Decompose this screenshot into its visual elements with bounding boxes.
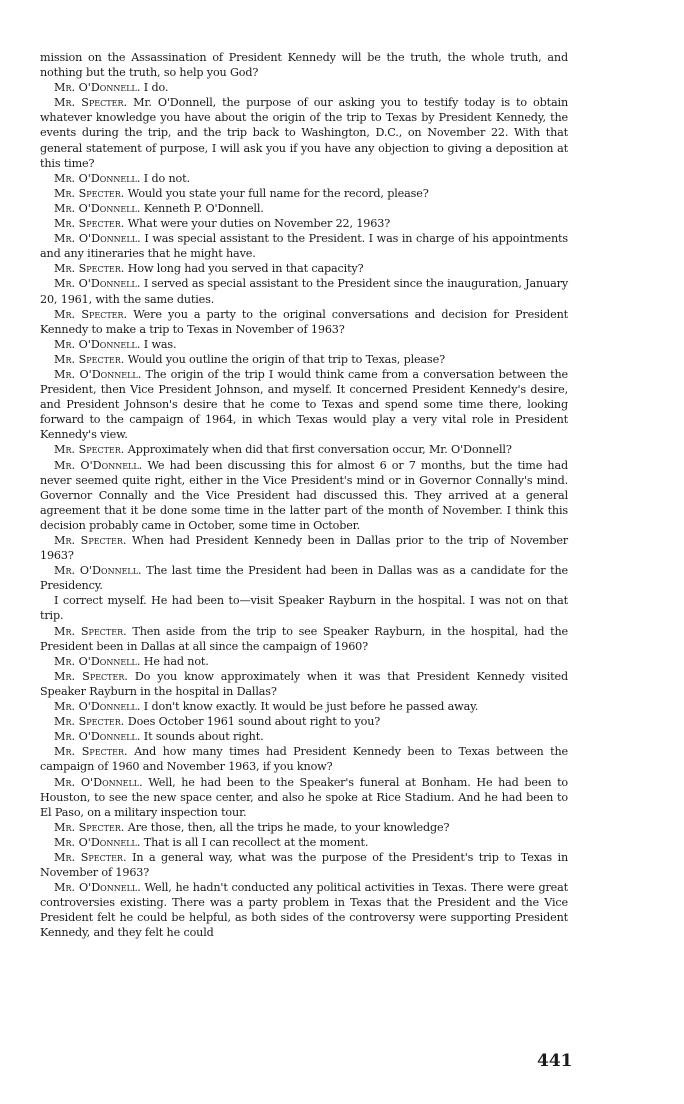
paragraph-text: mission on the Assassination of President Kennedy will be the truth, the whole truth, and nothing but the truth, so help you God? [40,51,568,80]
paragraph-text: Mr. O'Donnell, the purpose of our asking you to testify today is to obtain whatever knowledge you have about the origin of the trip to Texas by President Kennedy, the events during the trip, and the trip back to Washington, D.C., on November 22. With that general statement of purpose, I will ask you if you have any objection to giving a deposition at this time? [40,96,569,170]
speaker-label: Mr. O'Donnell. [54,458,143,472]
transcript-paragraph [40,654,568,669]
speaker-label: Mr. Specter. [54,262,125,276]
transcript-paragraph [40,352,568,367]
transcript-paragraph [40,744,568,774]
paragraph-text: I served as special assistant to the President since the inauguration, January 20, 1961, with the same duties. [40,277,569,306]
transcript-body [40,50,568,941]
transcript-paragraph [40,367,568,442]
transcript-paragraph [40,50,568,80]
paragraph-text: Would you outline the origin of that trip to Texas, please? [127,352,445,366]
speaker-label: Mr. Specter. [54,820,125,834]
speaker-label: Mr. Specter. [54,745,128,759]
speaker-label: Mr. Specter. [54,352,125,366]
paragraph-text: I was special assistant to the President. I was in charge of his appointments and any itineraries that he might have. [40,232,568,261]
speaker-label: Mr. O'Donnell. [54,700,141,714]
transcript-paragraph [40,835,568,850]
transcript-paragraph [40,95,568,170]
speaker-label: Mr. O'Donnell. [54,835,141,849]
transcript-paragraph [40,458,568,533]
paragraph-text: That is all I can recollect at the moment. [143,835,369,849]
transcript-page [40,50,568,941]
speaker-label: Mr. O'Donnell. [54,232,141,246]
paragraph-text: The origin of the trip I would think came from a conversation between the President, then Vice President Johnson, and myself. It concerned President Kennedy's desire, and President Johnson's desire that he come to Texas and spend some time there, looking forward to the campaign of 1964, in which Texas would play a very vital role in President Kennedy's view. [40,367,569,442]
paragraph-text: We had been discussing this for almost 6 or 7 months, but the time had never seemed quite right, either in the Vice President's mind or in Governor Connally's mind. Governor Connally and the Vice President had discussed this. They arrived at a general agreement that it be done some time in the latter part of the month of November. I think this decision probably came in October, some time in October. [40,458,569,532]
transcript-paragraph [40,714,568,729]
transcript-paragraph [40,699,568,714]
transcript-paragraph [40,261,568,276]
paragraph-text: In a general way, what was the purpose of the President's trip to Texas in November of 1963? [40,850,568,880]
transcript-paragraph [40,820,568,835]
transcript-paragraph [40,231,568,261]
transcript-paragraph [40,729,568,744]
speaker-label: Mr. Specter. [54,96,128,110]
paragraph-text: Were you a party to the original conversations and decision for President Kennedy to make a trip to Texas in November of 1963? [40,307,569,336]
transcript-paragraph [40,442,568,457]
speaker-label: Mr. O'Donnell. [54,654,141,668]
speaker-label: Mr. O'Donnell. [54,881,141,895]
transcript-paragraph [40,850,568,880]
paragraph-text: Do you know approximately when it was that President Kennedy visited Speaker Rayburn in the hospital in Dallas? [40,669,569,698]
transcript-paragraph [40,201,568,216]
speaker-label: Mr. Specter. [54,186,125,200]
paragraph-text: Then aside from the trip to see Speaker Rayburn, in the hospital, had the President been in Dallas at all since the campaign of 1960? [40,624,569,653]
paragraph-text: Well, he had been to the Speaker's funeral at Bonham. He had been to Houston, to see the new space center, and also he spoke at Rice Stadium. And he had been to El Paso, on a military inspection tour. [40,775,569,819]
speaker-label: Mr. O'Donnell. [54,367,142,381]
paragraph-text: I correct myself. He had been to—visit Speaker Rayburn in the hospital. I was not on that trip. [40,594,568,623]
paragraph-text: The last time the President had been in Dallas was as a candidate for the Presidency. [40,564,569,593]
transcript-paragraph [40,276,568,306]
speaker-label: Mr. Specter. [54,850,127,864]
transcript-paragraph [40,624,568,654]
speaker-label: Mr. O'Donnell. [54,337,141,351]
transcript-paragraph [40,186,568,201]
transcript-paragraph [40,171,568,186]
paragraph-text: How long had you served in that capacity? [127,262,364,276]
speaker-label: Mr. Specter. [54,534,127,547]
speaker-label: Mr. Specter. [54,669,128,683]
paragraph-text: I was. [143,337,177,351]
speaker-label: Mr. O'Donnell. [54,171,141,185]
paragraph-text: Well, he hadn't conducted any political activities in Texas. There were great controversies existing. There was a party problem in Texas that the President and the Vice President felt he could be helpful, as both sides of the controversy were supporting President Kennedy, and they felt he could [40,881,569,940]
speaker-label: Mr. O'Donnell. [54,81,141,95]
page-number: 441 [537,1051,573,1071]
transcript-paragraph [40,563,568,593]
transcript-paragraph [40,880,568,940]
paragraph-text: When had President Kennedy been in Dallas prior to the trip of November 1963? [40,534,568,563]
transcript-paragraph [40,593,568,623]
transcript-paragraph [40,216,568,231]
paragraph-text: I don't know exactly. It would be just before he passed away. [143,700,479,714]
speaker-label: Mr. Specter. [54,624,127,638]
speaker-label: Mr. O'Donnell. [54,201,141,215]
transcript-paragraph [40,307,568,337]
speaker-label: Mr. O'Donnell. [54,277,141,291]
paragraph-text: I do not. [143,171,190,185]
paragraph-text: He had not. [143,654,209,668]
transcript-paragraph [40,669,568,699]
paragraph-text: And how many times had President Kennedy been to Texas between the campaign of 1960 and November 1963, if you know? [40,745,569,774]
paragraph-text: Are those, then, all the trips he made, to your knowledge? [127,820,450,834]
paragraph-text: Would you state your full name for the record, please? [127,186,429,200]
transcript-paragraph [40,775,568,820]
transcript-paragraph [40,80,568,95]
transcript-paragraph [40,533,568,563]
speaker-label: Mr. O'Donnell. [54,775,143,789]
transcript-paragraph [40,337,568,352]
speaker-label: Mr. Specter. [54,443,125,457]
speaker-label: Mr. O'Donnell. [54,564,142,578]
paragraph-text: Kenneth P. O'Donnell. [143,201,264,215]
paragraph-text: What were your duties on November 22, 1963? [127,217,391,231]
paragraph-text: Approximately when did that first conversation occur, Mr. O'Donnell? [127,443,512,457]
speaker-label: Mr. Specter. [54,715,125,729]
speaker-label: Mr. Specter. [54,307,128,321]
paragraph-text: Does October 1961 sound about right to you? [127,715,381,729]
speaker-label: Mr. Specter. [54,217,125,231]
speaker-label: Mr. O'Donnell. [54,730,141,744]
paragraph-text: I do. [143,81,169,95]
paragraph-text: It sounds about right. [143,730,264,744]
